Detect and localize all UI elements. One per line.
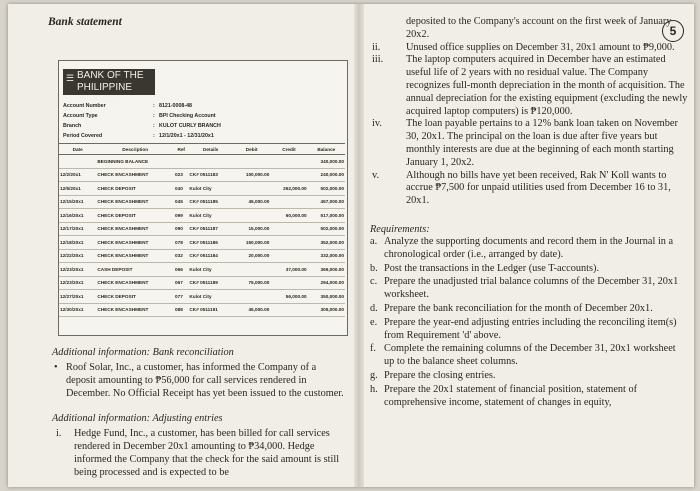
- cell-ref: 067: [174, 276, 188, 290]
- cell-details: CK# 0511186: [188, 236, 233, 250]
- cell-credit: 56,000.00: [270, 290, 307, 304]
- table-row: [59, 263, 345, 277]
- requirement-marker: e.: [370, 316, 378, 328]
- info-label: Period Covered: [63, 133, 103, 139]
- cell-ref: 040: [174, 182, 188, 196]
- cell-ref: [174, 155, 188, 169]
- bank-recon-item: [52, 361, 348, 400]
- info-label: Account Type: [63, 113, 98, 119]
- requirement-marker: a.: [370, 235, 378, 247]
- col-description: Description: [96, 144, 174, 155]
- bank-recon-title: Additional information: Bank reconciliation: [52, 347, 234, 358]
- cell-balance: 340,000.00: [308, 155, 345, 169]
- table-header-row: [59, 144, 345, 155]
- info-label: Branch: [63, 123, 82, 129]
- requirement-text: Prepare the 20x1 statement of financial position, statement of comprehensive income, statement of changes in equity,: [384, 383, 638, 408]
- cell-balance: 517,000.00: [308, 209, 345, 223]
- item-text: The loan payable pertains to a 12% bank loan taken on November 30, 20x1. The principal on the loan is due after five years but monthly interests are due at the beginning of each month starting January 1, 20x2.: [406, 118, 678, 168]
- cell-desc: CHECK ENCASHMENT: [96, 236, 174, 250]
- requirement-item: [370, 303, 688, 316]
- cell-debit: 45,000.00: [233, 195, 270, 209]
- table-row: [59, 276, 345, 290]
- bank-name-line1: BANK OF THE: [77, 70, 144, 81]
- table-row: [59, 155, 345, 169]
- cell-credit: [270, 303, 307, 317]
- cell-desc: CHECK ENCASHMENT: [96, 168, 174, 182]
- left-page: [48, 16, 348, 486]
- cell-date: 12/2/20x1: [59, 168, 96, 182]
- requirement-item: [370, 343, 688, 369]
- cell-date: 12/23/20x1: [59, 276, 96, 290]
- cell-date: 12/17/20x1: [59, 222, 96, 236]
- cell-details: CK# 0511185: [188, 195, 233, 209]
- requirement-marker: d.: [370, 302, 378, 314]
- item-marker: v.: [372, 169, 380, 181]
- cell-debit: 100,000.00: [233, 168, 270, 182]
- cell-details: CK# 0511184: [188, 249, 233, 263]
- table-row: [59, 222, 345, 236]
- adjusting-i-text: Hedge Fund, Inc., a customer, has been billed for call services rendered in December 20x1 amounting to ₱34,000. Hedge informed the Company that the check for the said amount is still being processed and is expected to be: [74, 428, 340, 478]
- requirement-marker: f.: [370, 343, 377, 355]
- cell-details: CK# 0511191: [188, 303, 233, 317]
- cell-debit: 75,000.00: [233, 276, 270, 290]
- requirement-item: [370, 384, 688, 410]
- cell-credit: [270, 195, 307, 209]
- adjusting-items: [370, 42, 688, 208]
- requirement-item: [370, 370, 688, 383]
- cell-date: 12/15/20x1: [59, 195, 96, 209]
- requirement-marker: h.: [370, 383, 378, 395]
- cell-date: 12/16/20x1: [59, 209, 96, 223]
- requirement-marker: b.: [370, 262, 378, 274]
- cell-date: 12/23/20x1: [59, 263, 96, 277]
- table-row: [59, 182, 345, 196]
- cell-date: 12/5/20x1: [59, 182, 96, 196]
- cell-ref: 023: [174, 168, 188, 182]
- cell-date: 12/30/20x1: [59, 303, 96, 317]
- cell-ref: 032: [174, 249, 188, 263]
- cell-debit: [233, 263, 270, 277]
- requirement-text: Complete the remaining columns of the December 31, 20x1 worksheet up to the balance sheet columns.: [384, 343, 676, 368]
- cell-credit: 60,000.00: [270, 209, 307, 223]
- page-number: 5: [662, 20, 684, 42]
- bullet-marker: •: [54, 362, 58, 373]
- requirement-text: Prepare the year-end adjusting entries including the reconciling item(s) from Requirement 'd' above.: [384, 316, 677, 341]
- cell-balance: 305,000.00: [308, 303, 345, 317]
- col-date: Date: [59, 144, 96, 155]
- cell-ref: 078: [174, 236, 188, 250]
- cell-date: 12/22/20x1: [59, 249, 96, 263]
- bank-logo: [63, 69, 155, 105]
- cell-details: CK# 0511187: [188, 222, 233, 236]
- cell-balance: 294,000.00: [308, 276, 345, 290]
- cell-balance: 369,000.00: [308, 263, 345, 277]
- item-marker: iii.: [372, 54, 384, 66]
- cell-balance: 502,000.00: [308, 222, 345, 236]
- info-row: Branch : KULOT CURLY BRANCH: [63, 121, 299, 131]
- info-value: 8121-0008-48: [159, 103, 192, 109]
- bank-name-line2: PHILIPPINE ISLANDS: [77, 82, 133, 105]
- table-row: [59, 290, 345, 304]
- bank-emblem-icon: ☰: [66, 73, 75, 83]
- adjusting-title: Additional information: Adjusting entries: [52, 413, 223, 424]
- col-debit: Debit: [233, 144, 270, 155]
- requirement-text: Analyze the supporting documents and record them in the Journal in a chronological order (i.e., arranged by date).: [384, 235, 674, 260]
- requirement-marker: g.: [370, 369, 378, 381]
- table-row: [59, 209, 345, 223]
- cell-debit: 45,000.00: [233, 303, 270, 317]
- bank-statement-box: [58, 60, 348, 336]
- cell-debit: 150,000.00: [233, 236, 270, 250]
- continuation-body: deposited to the Company's account on the first week of January 20x2.: [406, 16, 672, 40]
- cell-date: [59, 155, 96, 169]
- cell-date: 12/27/20x1: [59, 290, 96, 304]
- info-row: Period Covered : 12/1/20x1 - 12/31/20x1: [63, 131, 299, 141]
- requirement-item: [370, 263, 688, 276]
- requirement-text: Prepare the unadjusted trial balance columns of the December 31, 20x1 worksheet.: [384, 276, 679, 301]
- cell-balance: 332,000.00: [308, 249, 345, 263]
- requirement-text: Prepare the closing entries.: [384, 369, 496, 381]
- cell-credit: 37,000.00: [270, 263, 307, 277]
- adjusting-item: [370, 54, 688, 118]
- info-label: Account Number: [63, 103, 106, 109]
- cell-desc: CASH DEPOSIT: [96, 263, 174, 277]
- requirement-item: [370, 236, 688, 262]
- item-text: The laptop computers acquired in December have an estimated useful life of 2 years with no residual value. The Company recognizes full-month depreciation in the month of acquisition. The annual depreciation for the existing equipment (excluding the newly acquired laptop computers) is ₱120,000.: [406, 54, 688, 117]
- cell-credit: [270, 276, 307, 290]
- cell-ref: 090: [174, 222, 188, 236]
- section-title: Bank statement: [48, 16, 122, 28]
- cell-credit: [270, 155, 307, 169]
- table-row: [59, 195, 345, 209]
- cell-ref: 066: [174, 263, 188, 277]
- adjusting-item: [370, 42, 688, 55]
- requirement-text: Post the transactions in the Ledger (use T-accounts).: [384, 262, 600, 274]
- cell-details: [188, 155, 233, 169]
- bank-recon-text: Roof Solar, Inc., a customer, has informed the Company of a deposit amounting to ₱56,000 for call services rendered in December. No Official Receipt has yet been issued to the customer.: [66, 362, 344, 399]
- cell-details: Kulot City: [188, 182, 233, 196]
- book-gutter: [354, 4, 364, 487]
- requirement-text: Prepare the bank reconciliation for the month of December 20x1.: [384, 302, 653, 314]
- cell-desc: BEGINNING BALANCE: [96, 155, 174, 169]
- cell-credit: [270, 168, 307, 182]
- requirement-item: [370, 276, 688, 302]
- adjusting-item-i: [52, 427, 348, 479]
- table-row: [59, 303, 345, 317]
- cell-debit: [233, 182, 270, 196]
- info-row: Account Type : BPI Checking Account: [63, 111, 299, 121]
- cell-credit: [270, 222, 307, 236]
- item-text: Although no bills have yet been received, Rak N' Koll wants to accrue ₱7,500 for unpaid utilities used from December 16 to 31, 20x1.: [406, 169, 671, 207]
- cell-date: 12/18/20x1: [59, 236, 96, 250]
- cell-details: Kulot City: [188, 290, 233, 304]
- cell-details: Kulot City: [188, 209, 233, 223]
- item-marker: i.: [56, 428, 62, 439]
- cell-details: CK# 0511183: [188, 168, 233, 182]
- item-marker: ii.: [372, 41, 381, 53]
- cell-ref: 077: [174, 290, 188, 304]
- item-text: Unused office supplies on December 31, 20x1 amount to ₱9,000.: [406, 41, 675, 53]
- cell-debit: [233, 290, 270, 304]
- continuation-text: [370, 16, 688, 42]
- cell-balance: 502,000.00: [308, 182, 345, 196]
- col-ref: Ref: [174, 144, 188, 155]
- cell-balance: 352,000.00: [308, 236, 345, 250]
- cell-desc: CHECK DEPOSIT: [96, 290, 174, 304]
- requirements-list: [370, 236, 688, 409]
- col-credit: Credit: [270, 144, 307, 155]
- cell-ref: 088: [174, 303, 188, 317]
- cell-balance: 457,000.00: [308, 195, 345, 209]
- cell-desc: CHECK ENCASHMENT: [96, 276, 174, 290]
- cell-ref: 099: [174, 209, 188, 223]
- requirement-marker: c.: [370, 276, 378, 288]
- col-details: Details: [188, 144, 233, 155]
- cell-ref: 045: [174, 195, 188, 209]
- adjusting-item: [370, 170, 688, 208]
- right-page: [370, 16, 688, 486]
- table-row: [59, 168, 345, 182]
- cell-debit: [233, 209, 270, 223]
- info-row: Account Number : 8121-0008-48: [63, 101, 299, 111]
- cell-desc: CHECK ENCASHMENT: [96, 303, 174, 317]
- cell-desc: CHECK ENCASHMENT: [96, 195, 174, 209]
- cell-debit: [233, 155, 270, 169]
- cell-details: CK# 0511189: [188, 276, 233, 290]
- transactions-table: [59, 143, 345, 317]
- cell-balance: 240,000.00: [308, 168, 345, 182]
- info-value: 12/1/20x1 - 12/31/20x1: [159, 133, 214, 139]
- info-value: BPI Checking Account: [159, 113, 216, 119]
- cell-desc: CHECK ENCASHMENT: [96, 222, 174, 236]
- book-spread: [8, 4, 694, 487]
- table-row: [59, 249, 345, 263]
- table-body: [59, 155, 345, 317]
- item-marker: iv.: [372, 118, 382, 130]
- requirements-title: Requirements:: [370, 223, 430, 235]
- cell-debit: 15,000.00: [233, 222, 270, 236]
- cell-debit: 20,000.00: [233, 249, 270, 263]
- adjusting-item: [370, 118, 688, 169]
- cell-credit: 262,000.00: [270, 182, 307, 196]
- table-row: [59, 236, 345, 250]
- account-info: [63, 101, 299, 141]
- cell-details: Kulot City: [188, 263, 233, 277]
- cell-desc: CHECK DEPOSIT: [96, 209, 174, 223]
- col-balance: Balance: [308, 144, 345, 155]
- additional-info: [52, 346, 348, 479]
- info-value: KULOT CURLY BRANCH: [159, 123, 221, 129]
- requirement-item: [370, 317, 688, 343]
- cell-desc: CHECK ENCASHMENT: [96, 249, 174, 263]
- cell-credit: [270, 236, 307, 250]
- cell-credit: [270, 249, 307, 263]
- cell-desc: CHECK DEPOSIT: [96, 182, 174, 196]
- cell-balance: 350,000.00: [308, 290, 345, 304]
